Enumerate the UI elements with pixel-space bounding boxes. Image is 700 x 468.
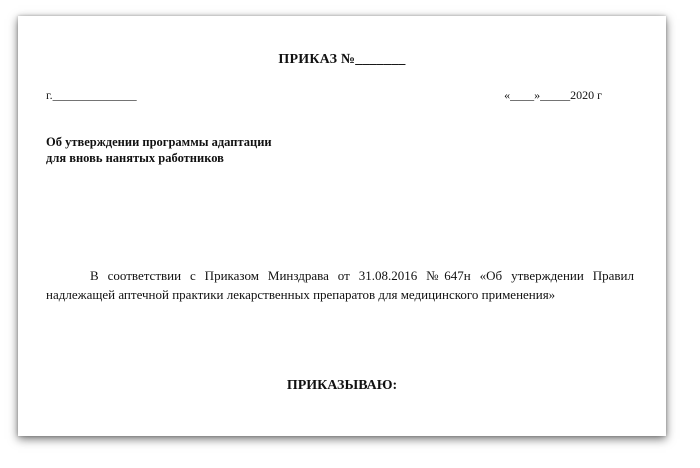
order-heading: ПРИКАЗЫВАЮ: [286, 378, 398, 393]
city-line: г.______________ [46, 88, 137, 102]
subject-line-2: для вновь нанятых работников [46, 151, 224, 165]
document-page [18, 16, 666, 436]
document-subject [46, 134, 272, 166]
preamble-paragraph [46, 266, 634, 304]
date-line: «____»_____2020 г [504, 88, 602, 102]
preamble-text: В соответствии с Приказом Минздрава от 31.08.2016 №647н «Об утверждении Правил надлежащей аптечной практики лекарственных препаратов для медицинского применения» [46, 268, 634, 302]
subject-line-1: Об утверждении программы адаптации [46, 135, 272, 149]
document-title: ПРИКАЗ №_______ [278, 52, 406, 67]
